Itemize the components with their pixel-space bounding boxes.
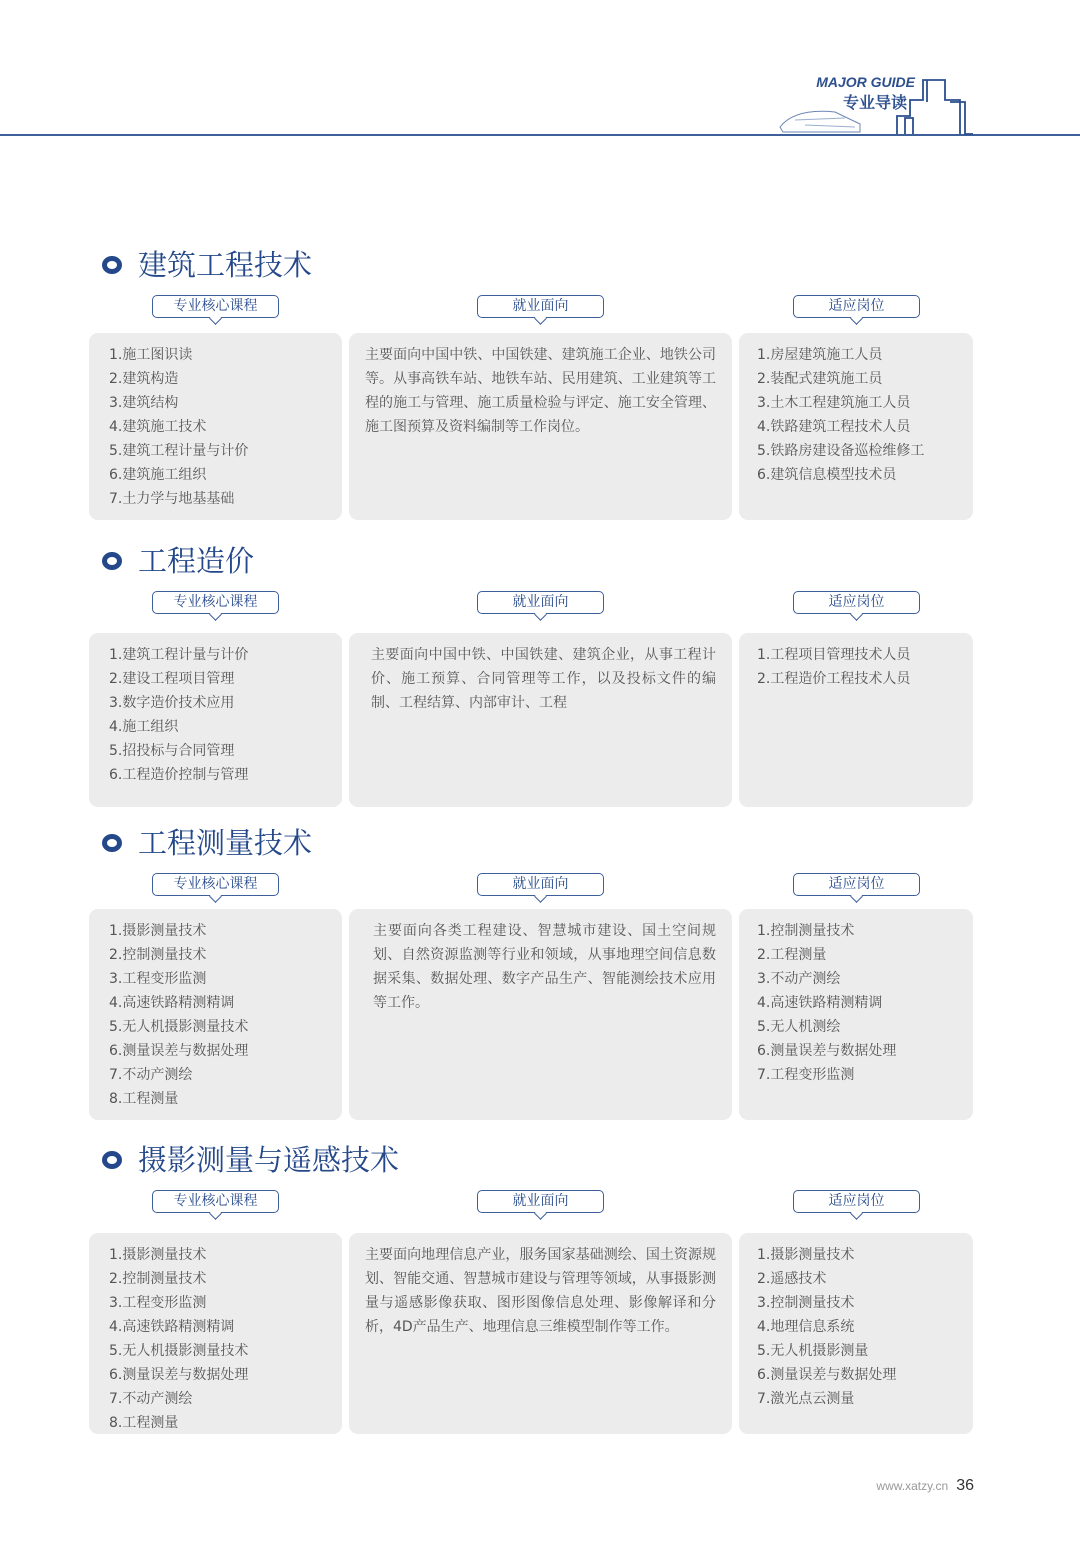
circle-bullet-icon xyxy=(102,834,122,852)
position-item: 2.工程测量 xyxy=(757,947,827,963)
positions-label: 适应岗位 xyxy=(793,1190,920,1213)
employment-description: 主要面向中国中铁、中国铁建、建筑企业，从事工程计价、施工预算、合同管理等工作，以及投标文件的编制、工程结算、内部审计、工程 xyxy=(371,647,716,711)
course-item: 6.建筑施工组织 xyxy=(109,467,207,483)
major-guide-logo xyxy=(775,72,995,138)
logo-text-en: MAJOR GUIDE xyxy=(816,74,915,90)
courses-label: 专业核心课程 xyxy=(152,873,279,896)
course-item: 3.工程变形监测 xyxy=(109,1295,207,1311)
position-item: 4.地理信息系统 xyxy=(757,1319,855,1335)
employment-label: 就业面向 xyxy=(477,295,604,318)
circle-bullet-icon xyxy=(102,552,122,570)
section-title xyxy=(102,825,312,861)
page-number: 36 xyxy=(956,1477,974,1494)
course-item: 1.摄影测量技术 xyxy=(109,1247,207,1263)
course-item: 8.工程测量 xyxy=(109,1091,179,1107)
positions-label: 适应岗位 xyxy=(793,295,920,318)
circle-bullet-icon xyxy=(102,256,122,274)
positions-list xyxy=(739,1233,973,1434)
courses-list xyxy=(89,1233,342,1434)
positions-list xyxy=(739,633,973,807)
courses-list xyxy=(89,633,342,807)
position-item: 2.工程造价工程技术人员 xyxy=(757,671,911,687)
section-title xyxy=(102,247,312,283)
position-item: 7.工程变形监测 xyxy=(757,1067,855,1083)
section-title-text: 建筑工程技术 xyxy=(138,248,313,282)
course-item: 8.工程测量 xyxy=(109,1415,179,1431)
website-url: www.xatzy.cn xyxy=(876,1479,949,1493)
position-item: 4.铁路建筑工程技术人员 xyxy=(757,419,911,435)
position-item: 5.无人机测绘 xyxy=(757,1019,841,1035)
positions-list xyxy=(739,333,973,520)
course-item: 3.建筑结构 xyxy=(109,395,179,411)
position-item: 1.摄影测量技术 xyxy=(757,1247,855,1263)
position-item: 1.房屋建筑施工人员 xyxy=(757,347,883,363)
course-item: 4.高速铁路精测精调 xyxy=(109,995,235,1011)
positions-label: 适应岗位 xyxy=(793,591,920,614)
employment-text xyxy=(349,909,732,1120)
section-title-text: 工程造价 xyxy=(138,544,255,578)
logo-text-cn: 专业导读 xyxy=(842,93,907,112)
position-item: 2.装配式建筑施工员 xyxy=(757,371,883,387)
employment-label: 就业面向 xyxy=(477,591,604,614)
position-item: 6.建筑信息模型技术员 xyxy=(757,467,897,483)
position-item: 5.无人机摄影测量 xyxy=(757,1343,869,1359)
course-item: 7.不动产测绘 xyxy=(109,1391,193,1407)
course-item: 5.招投标与合同管理 xyxy=(109,743,235,759)
courses-label: 专业核心课程 xyxy=(152,591,279,614)
position-item: 4.高速铁路精测精调 xyxy=(757,995,883,1011)
course-item: 6.测量误差与数据处理 xyxy=(109,1367,249,1383)
course-item: 7.土力学与地基基础 xyxy=(109,491,235,507)
position-item: 3.控制测量技术 xyxy=(757,1295,855,1311)
course-item: 2.建设工程项目管理 xyxy=(109,671,235,687)
course-item: 7.不动产测绘 xyxy=(109,1067,193,1083)
employment-text xyxy=(349,633,732,807)
course-item: 3.数字造价技术应用 xyxy=(109,695,235,711)
course-item: 6.工程造价控制与管理 xyxy=(109,767,249,783)
courses-label: 专业核心课程 xyxy=(152,295,279,318)
position-item: 5.铁路房建设备巡检维修工 xyxy=(757,443,925,459)
footer xyxy=(876,1476,974,1496)
employment-description: 主要面向各类工程建设、智慧城市建设、国土空间规划、自然资源监测等行业和领域，从事地理空间信息数据采集、数据处理、数字产品生产、智能测绘技术应用等工作。 xyxy=(373,923,716,1011)
position-item: 6.测量误差与数据处理 xyxy=(757,1043,897,1059)
employment-text xyxy=(349,333,732,520)
employment-text xyxy=(349,1233,732,1434)
employment-description: 主要面向中国中铁、中国铁建、建筑施工企业、地铁公司等。从事高铁车站、地铁车站、民用建筑、工业建筑等工程的施工与管理、施工质量检验与评定、施工安全管理、施工图预算及资料编制等工作岗位。 xyxy=(365,347,716,435)
course-item: 1.建筑工程计量与计价 xyxy=(109,647,249,663)
position-item: 7.激光点云测量 xyxy=(757,1391,855,1407)
positions-label: 适应岗位 xyxy=(793,873,920,896)
employment-label: 就业面向 xyxy=(477,873,604,896)
course-item: 6.测量误差与数据处理 xyxy=(109,1043,249,1059)
course-item: 5.无人机摄影测量技术 xyxy=(109,1019,249,1035)
course-item: 2.控制测量技术 xyxy=(109,947,207,963)
course-item: 5.建筑工程计量与计价 xyxy=(109,443,249,459)
course-item: 5.无人机摄影测量技术 xyxy=(109,1343,249,1359)
section-title xyxy=(102,1142,399,1178)
employment-label: 就业面向 xyxy=(477,1190,604,1213)
courses-label: 专业核心课程 xyxy=(152,1190,279,1213)
employment-description: 主要面向地理信息产业，服务国家基础测绘、国土资源规划、智能交通、智慧城市建设与管理等领域，从事摄影测量与遥感影像获取、图形图像信息处理、影像解译和分析，4D产品生产、地理信息三维模型制作等工作。 xyxy=(365,1247,716,1335)
course-item: 3.工程变形监测 xyxy=(109,971,207,987)
course-item: 1.摄影测量技术 xyxy=(109,923,207,939)
course-item: 2.控制测量技术 xyxy=(109,1271,207,1287)
courses-list xyxy=(89,909,342,1120)
course-item: 2.建筑构造 xyxy=(109,371,179,387)
course-item: 1.施工图识读 xyxy=(109,347,193,363)
courses-list xyxy=(89,333,342,520)
section-title xyxy=(102,543,254,579)
course-item: 4.高速铁路精测精调 xyxy=(109,1319,235,1335)
course-item: 4.施工组织 xyxy=(109,719,179,735)
circle-bullet-icon xyxy=(102,1151,122,1169)
position-item: 3.不动产测绘 xyxy=(757,971,841,987)
positions-list xyxy=(739,909,973,1120)
position-item: 1.工程项目管理技术人员 xyxy=(757,647,911,663)
course-item: 4.建筑施工技术 xyxy=(109,419,207,435)
position-item: 1.控制测量技术 xyxy=(757,923,855,939)
section-title-text: 工程测量技术 xyxy=(138,826,313,860)
position-item: 3.土木工程建筑施工人员 xyxy=(757,395,911,411)
position-item: 2.遥感技术 xyxy=(757,1271,827,1287)
section-title-text: 摄影测量与遥感技术 xyxy=(138,1143,400,1177)
position-item: 6.测量误差与数据处理 xyxy=(757,1367,897,1383)
